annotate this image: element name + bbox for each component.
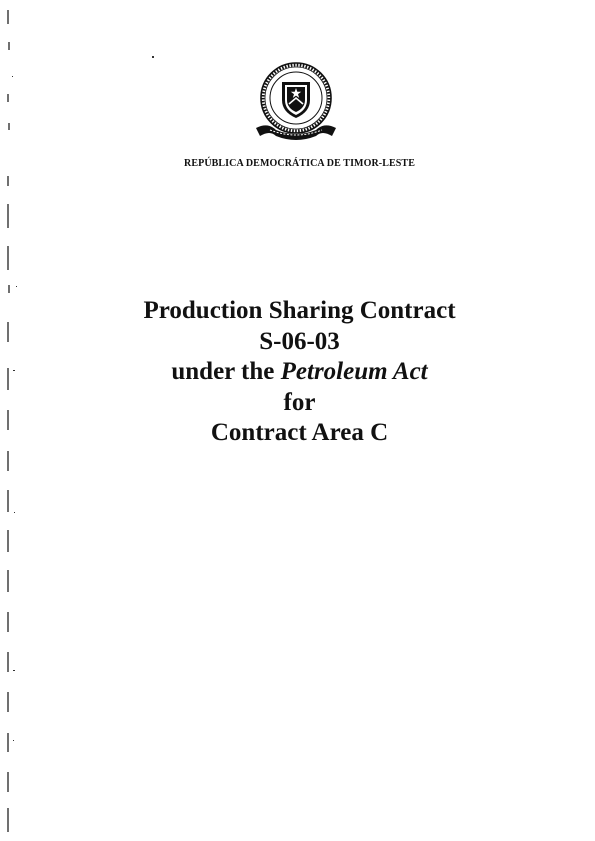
title-line-contract-area: Contract Area C — [210, 419, 389, 446]
document-title — [0, 296, 595, 449]
national-emblem-icon — [248, 58, 344, 144]
scan-speck — [152, 56, 154, 58]
title-line-legal-basis — [2, 357, 595, 388]
title-line-contract-type: Production Sharing Contract — [143, 297, 456, 324]
legal-basis-prefix: under the — [171, 358, 281, 385]
country-name: REPÚBLICA DEMOCRÁTICA DE TIMOR-LESTE — [184, 158, 415, 169]
act-name: Petroleum Act — [280, 358, 428, 385]
title-line-contract-number: S-06-03 — [259, 327, 340, 355]
title-line-for: for — [283, 388, 316, 416]
